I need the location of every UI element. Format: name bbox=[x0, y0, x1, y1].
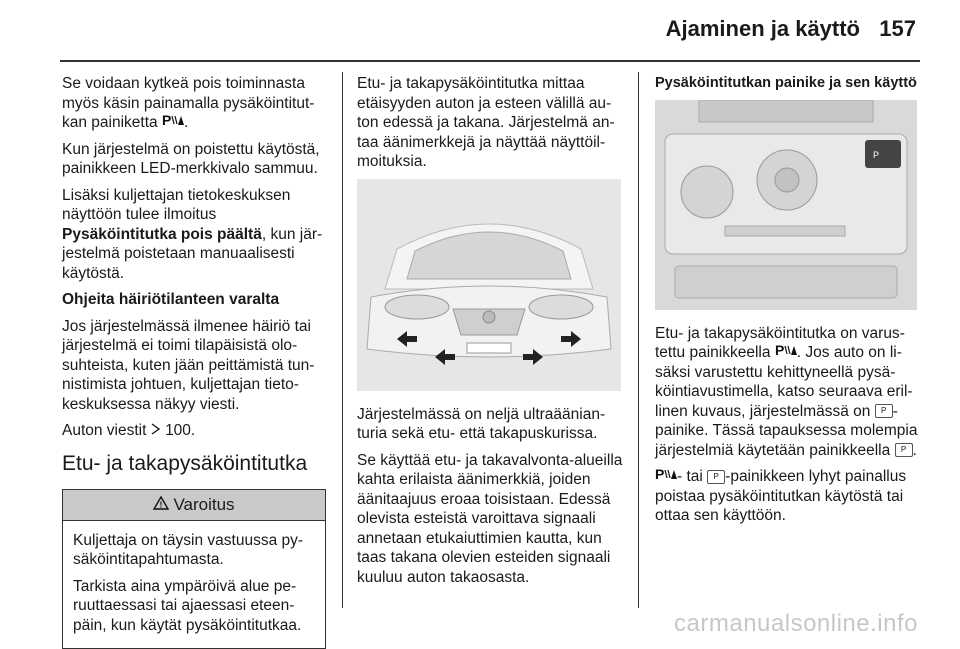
svg-text:P: P bbox=[162, 113, 171, 127]
warning-body bbox=[63, 521, 325, 649]
section-title: Etu- ja takapysäköintitutka bbox=[62, 451, 334, 477]
park-sensor-icon bbox=[775, 343, 797, 363]
column-2 bbox=[357, 74, 625, 594]
page-reference[interactable]: 100. bbox=[165, 422, 195, 439]
header-divider bbox=[60, 60, 920, 62]
paragraph: Se käyttää etu- ja takavalvonta-alueilla kahta erilaista äänimerkkiä, joiden äänitaajuus eroaa toisistaan. Edessä olevista esteistä varoittava signaali annetaan etukaiuttimien kautta, kun taas takana olevien esteiden signaali kuuluu auton takaosasta. bbox=[357, 451, 625, 588]
paragraph: P - tai P -painikkeen lyhyt painallus poistaa pysäköintitutkan käytöstä tai ottaa sen käyttöön. bbox=[655, 467, 927, 526]
column-divider bbox=[342, 72, 343, 608]
column-divider bbox=[638, 72, 639, 608]
paragraph: Järjestelmässä on neljä ultraäänianturia sekä etu- että takapuskurissa. bbox=[357, 405, 625, 444]
watermark: carmanualsonline.info bbox=[674, 610, 918, 638]
page-header bbox=[0, 0, 960, 60]
paragraph: Tarkista aina ympäröivä alue peruuttaessasi tai ajaessasi eteenpäin, kun käytät pysäköintitutkaa. bbox=[73, 577, 315, 636]
sub-heading: Pysäköintitutkan painike ja sen käyttö bbox=[655, 74, 927, 94]
car-front-illustration bbox=[357, 179, 621, 391]
warning-triangle-icon bbox=[153, 495, 169, 515]
park-sensor-icon bbox=[655, 467, 677, 487]
warning-title: Varoitus bbox=[173, 495, 234, 515]
svg-text:P: P bbox=[775, 343, 784, 357]
reference-arrow-icon bbox=[151, 422, 165, 439]
warning-box bbox=[62, 489, 326, 649]
paragraph: Etu- ja takapysäköintitutka mittaa etäisyyden auton ja esteen välillä auton edessä ja takana. Järjestelmä antaa äänimerkkejä ja näyttää näyttöilmoituksia. bbox=[357, 74, 625, 172]
park-sensor-icon bbox=[162, 113, 184, 133]
sub-heading: Ohjeita häiriötilanteen varalta bbox=[62, 290, 334, 310]
page-number: 157 bbox=[879, 16, 916, 42]
svg-text:P: P bbox=[873, 150, 879, 160]
svg-text:P: P bbox=[655, 467, 664, 481]
park-assist-icon: P bbox=[875, 404, 893, 418]
paragraph: Jos järjestelmässä ilmenee häiriö tai järjestelmä ei toimi tilapäisistä olosuhteista, kuten jään peittämistä tunnistimista johtuen, kuljettajan tietokeskuksessa näkyy viesti. bbox=[62, 317, 334, 415]
page-title: Ajaminen ja käyttö bbox=[666, 16, 860, 42]
paragraph: Auton viestit 100. bbox=[62, 421, 334, 441]
column-3 bbox=[655, 74, 927, 533]
warning-header bbox=[63, 490, 325, 521]
display-message: Pysäköintitutka pois päältä bbox=[62, 226, 262, 243]
paragraph: Kuljettaja on täysin vastuussa pysäköintitapahtumasta. bbox=[73, 531, 315, 570]
paragraph: Lisäksi kuljettajan tietokeskuksen näyttöön tulee ilmoitus Pysäköintitutka pois päältä, kun järjestelmä poistetaan manuaalisesti käytöstä. bbox=[62, 186, 334, 284]
park-assist-icon: P bbox=[707, 470, 725, 484]
park-assist-icon: P bbox=[895, 443, 913, 457]
svg-text:!: ! bbox=[160, 500, 163, 509]
paragraph: Etu- ja takapysäköintitutka on varustettu painikkeella P . Jos auto on lisäksi varustettu kehittyneellä pysäköintiavustimella, katso seuraava erillinen kuvaus, järjestelmässä on P -painike. Tässä tapauksessa molempia järjestelmiä käytetään painikkeella P . bbox=[655, 324, 927, 461]
column-1 bbox=[62, 74, 334, 649]
control-panel-illustration bbox=[655, 100, 917, 310]
paragraph: Se voidaan kytkeä pois toiminnasta myös käsin painamalla pysäköintitutkan painiketta P . bbox=[62, 74, 334, 133]
paragraph: Kun järjestelmä on poistettu käytöstä, painikkeen LED-merkkivalo sammuu. bbox=[62, 140, 334, 179]
